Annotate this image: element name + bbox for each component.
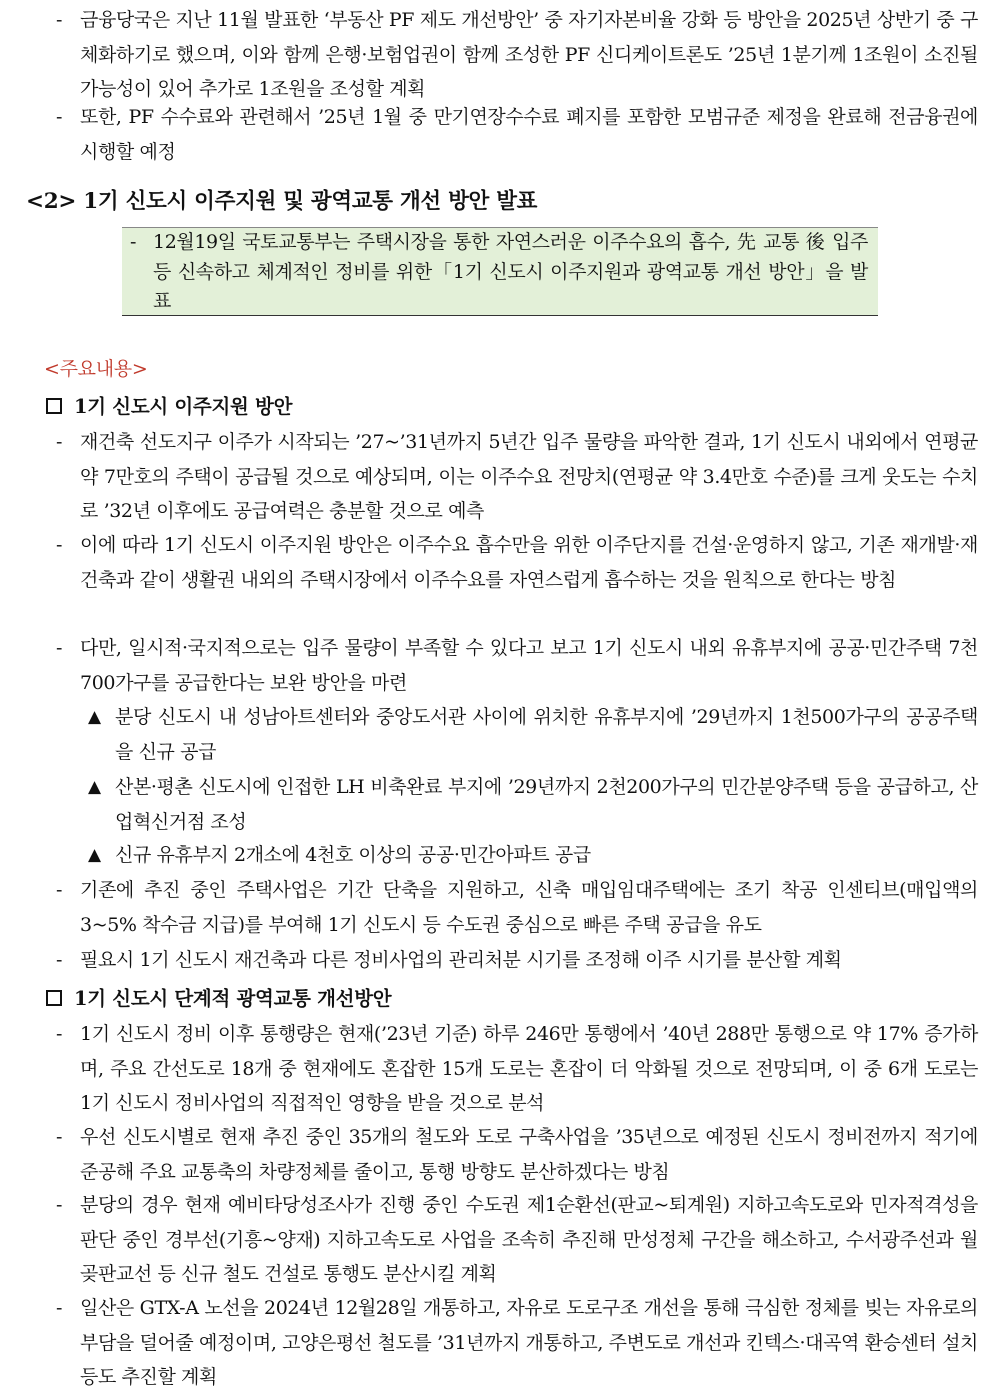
list-item-text: 필요시 1기 신도시 재건축과 다른 정비사업의 관리처분 시기를 조정해 이주 시기를 분산할 계획 xyxy=(80,949,842,971)
section-title: <2> 1기 신도시 이주지원 및 광역교통 개선 방안 발표 xyxy=(26,189,538,214)
list-item xyxy=(58,425,978,529)
list-item-text: 재건축 선도지구 이주가 시작되는 ’27~’31년까지 5년간 입주 물량을 파악한 결과, 1기 신도시 내외에서 연평균 약 7만호의 주택이 공급될 것으로 예상되며, 이는 이주수요 전망치(연평균 약 3.4만호 수준)를 크게 웃도는 수치로 ’32년 이후에도 공급여력은 충분할 것으로 예측 xyxy=(80,431,978,522)
list-item-text: 금융당국은 지난 11월 발표한 ‘부동산 PF 제도 개선방안’ 중 자기자본비율 강화 등 방안을 2025년 상반기 중 구체화하기로 했으며, 이와 함께 은행·보험업권이 함께 조성한 PF 신디케이트론도 ’25년 1분기께 1조원이 소진될 가능성이 있어 추가로 1조원을 조성할 계획 xyxy=(80,9,978,100)
sub-list-item xyxy=(88,838,978,873)
bullet-dash: - xyxy=(56,106,63,128)
bullet-dash: - xyxy=(56,1126,63,1148)
heading-text: 1기 신도시 단계적 광역교통 개선방안 xyxy=(74,987,392,1010)
list-item xyxy=(58,528,978,597)
summary-box xyxy=(122,227,878,316)
main-content-label: <주요내용> xyxy=(44,358,148,380)
bullet-dash: - xyxy=(56,637,63,659)
list-item xyxy=(58,3,978,107)
bullet-dash: - xyxy=(56,1194,63,1216)
list-item-text: 일산은 GTX-A 노선을 2024년 12월28일 개통하고, 자유로 도로구조 개선을 통해 극심한 정체를 빚는 자유로의 부담을 덜어줄 예정이며, 고양은평선 철도를 ’31년까지 개통하고, 주변도로 개선과 킨텍스·대곡역 환승센터 설치 등도 추진할 계획 xyxy=(80,1297,978,1388)
list-item-text: 우선 신도시별로 현재 추진 중인 35개의 철도와 도로 구축사업을 ’35년으로 예정된 신도시 정비전까지 적기에 준공해 주요 교통축의 차량정체를 줄이고, 통행 방향도 분산하겠다는 방침 xyxy=(80,1126,978,1183)
heading-text: 1기 신도시 이주지원 방안 xyxy=(74,395,293,418)
checkbox-square-icon xyxy=(46,990,62,1006)
list-item-text: 또한, PF 수수료와 관련해서 ’25년 1월 중 만기연장수수료 폐지를 포함한 모범규준 제정을 완료해 전금융권에 시행할 예정 xyxy=(80,106,978,163)
sub-list-item xyxy=(88,700,978,769)
list-item xyxy=(58,631,978,700)
bullet-dash: - xyxy=(130,231,137,253)
bullet-dash: - xyxy=(56,9,63,31)
list-item-text: 이에 따라 1기 신도시 이주지원 방안은 이주수요 흡수만을 위한 이주단지를 건설·운영하지 않고, 기존 재개발·재건축과 같이 생활권 내외의 주택시장에서 이주수요를 자연스럽게 흡수하는 것을 원칙으로 한다는 방침 xyxy=(80,534,978,591)
summary-text: 12월19일 국토교통부는 주택시장을 통한 자연스러운 이주수요의 흡수, 先 교통 後 입주 등 신속하고 체계적인 정비를 위한「1기 신도시 이주지원과 광역교통 개선 방안」을 발표 xyxy=(153,231,868,312)
checkbox-square-icon xyxy=(46,398,62,414)
sub-list-item-text: 산본·평촌 신도시에 인접한 LH 비축완료 부지에 ’29년까지 2천200가구의 민간분양주택 등을 공급하고, 산업혁신거점 조성 xyxy=(115,776,978,833)
list-item xyxy=(58,1291,978,1395)
triangle-up-icon: ▲ xyxy=(88,777,101,797)
list-item-text: 다만, 일시적·국지적으로는 입주 물량이 부족할 수 있다고 보고 1기 신도시 내외 유휴부지에 공공·민간주택 7천700가구를 공급한다는 보완 방안을 마련 xyxy=(80,637,978,694)
sub-list-item-text: 신규 유휴부지 2개소에 4천호 이상의 공공·민간아파트 공급 xyxy=(115,844,591,866)
bullet-dash: - xyxy=(56,1023,63,1045)
sub-list-item xyxy=(88,770,978,839)
list-item xyxy=(58,1120,978,1189)
list-item-text: 1기 신도시 정비 이후 통행량은 현재(’23년 기준) 하루 246만 통행에서 ’40년 288만 통행으로 약 17% 증가하며, 주요 간선도로 18개 중 현재에도 혼잡한 15개 도로는 혼잡이 더 악화될 것으로 전망되며, 이 중 6개 도로는 1기 신도시 정비사업의 직접적인 영향을 받을 것으로 분석 xyxy=(80,1023,978,1114)
list-item xyxy=(58,943,978,978)
bullet-dash: - xyxy=(56,431,63,453)
bullet-dash: - xyxy=(56,879,63,901)
list-item xyxy=(58,873,978,942)
heading-transport xyxy=(46,983,391,1011)
heading-relocation xyxy=(46,391,292,419)
bullet-dash: - xyxy=(56,949,63,971)
bullet-dash: - xyxy=(56,1297,63,1319)
list-item-text: 분당의 경우 현재 예비타당성조사가 진행 중인 수도권 제1순환선(판교~퇴계원) 지하고속도로와 민자적격성을 판단 중인 경부선(기흥~양재) 지하고속도로 사업을 조속히 추진해 만성정체 구간을 해소하고, 수서광주선과 월곶판교선 등 신규 철도 건설로 통행도 분산시킬 계획 xyxy=(80,1194,978,1285)
list-item xyxy=(58,100,978,169)
triangle-up-icon: ▲ xyxy=(88,845,101,865)
list-item xyxy=(58,1188,978,1292)
list-item xyxy=(58,1017,978,1121)
bullet-dash: - xyxy=(56,534,63,556)
sub-list-item-text: 분당 신도시 내 성남아트센터와 중앙도서관 사이에 위치한 유휴부지에 ’29년까지 1천500가구의 공공주택을 신규 공급 xyxy=(115,706,978,763)
triangle-up-icon: ▲ xyxy=(88,707,101,727)
list-item-text: 기존에 추진 중인 주택사업은 기간 단축을 지원하고, 신축 매입임대주택에는 조기 착공 인센티브(매입액의 3~5% 착수금 지급)를 부여해 1기 신도시 등 수도권 중심으로 빠른 주택 공급을 유도 xyxy=(80,879,978,936)
